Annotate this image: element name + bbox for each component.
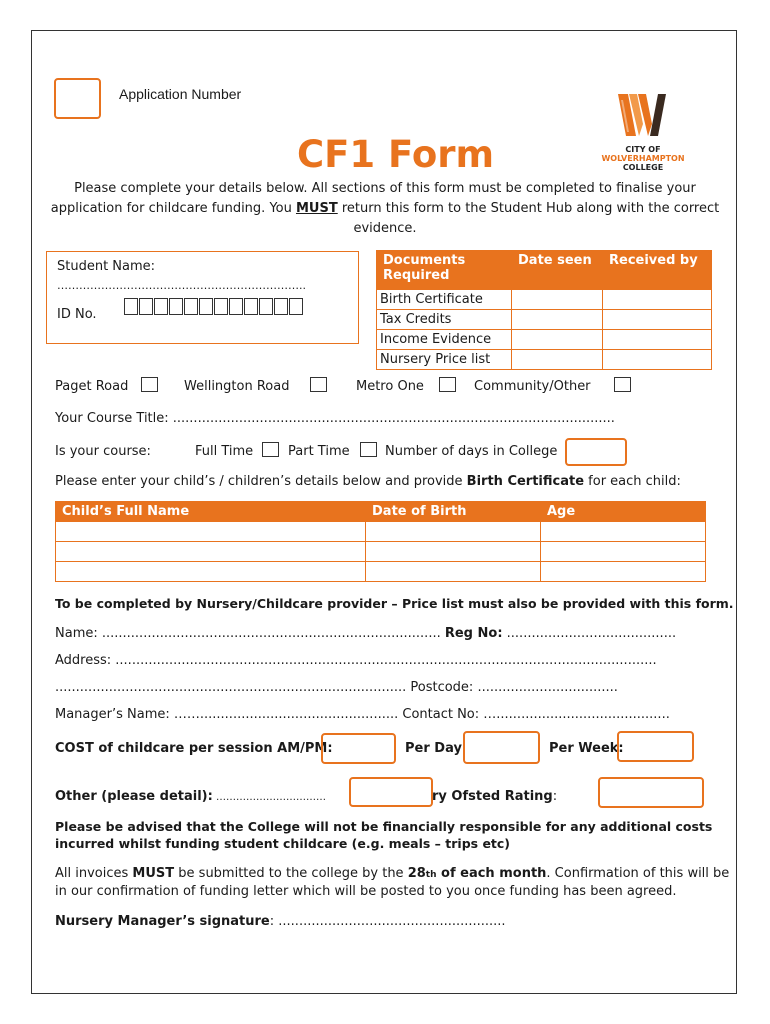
document-date-seen-cell[interactable] [512,330,603,350]
id-digit-box[interactable] [139,298,153,315]
documents-header-date: Date seen [512,251,603,290]
id-digit-box[interactable] [289,298,303,315]
notice-line-2: incurred whilst funding student childcare (e.g. meals – trips etc) [55,836,511,851]
document-row [377,350,712,370]
child-dob-cell[interactable] [366,562,541,582]
per-week-field[interactable] [617,731,694,762]
documents-header-received: Received by [603,251,712,290]
part-time-checkbox[interactable] [360,442,377,457]
provider-name-field[interactable]: Name: .................................................................................. [55,626,441,641]
other-field[interactable]: …………………………… [212,792,326,803]
child-row [56,542,706,562]
child-age-cell[interactable] [541,542,706,562]
notice-line-1: Please be advised that the College will not be financially responsible for any additional costs [55,819,713,834]
campus-paget-road: Paget Road [55,379,129,394]
document-date-seen-cell[interactable] [512,290,603,310]
ofsted-colon: : [552,789,558,804]
id-digit-box[interactable] [244,298,258,315]
campus-metro-one: Metro One [356,379,424,394]
reg-no-field[interactable]: ......................................... [502,626,677,641]
children-instruction-pre: Please enter your child’s / children’s details below and provide [55,474,467,489]
invoice-line-1 [55,866,729,881]
document-name: Income Evidence [377,330,512,350]
logo-text-1: CITY OF [625,145,661,154]
campus-wellington-road-checkbox[interactable] [310,377,327,392]
days-in-college-label: Number of days in College [385,444,558,459]
children-instruction-bold: Birth Certificate [466,474,585,489]
children-header-name: Child’s Full Name [56,502,366,522]
document-received-by-cell[interactable] [603,330,712,350]
invoice-date-day: 28 [407,866,426,881]
per-day-field[interactable] [463,731,540,764]
full-time-label: Full Time [195,444,254,459]
id-digit-box[interactable] [199,298,213,315]
document-received-by-cell[interactable] [603,310,712,330]
other-line[interactable] [55,789,326,804]
student-name-label: Student Name: [57,259,156,274]
full-time-checkbox[interactable] [262,442,279,457]
ofsted-text: ry Ofsted Rating [432,789,553,804]
children-instruction [55,474,681,489]
per-day-colon: : [461,741,467,756]
campus-wellington-road: Wellington Road [184,379,290,394]
documents-header-row [377,251,712,290]
campus-metro-one-checkbox[interactable] [439,377,456,392]
provider-address-line[interactable]: Address: ................................................................................................................................... [55,653,657,668]
children-table [55,501,706,582]
invoice-date-post: of each month [436,866,547,881]
id-digit-box[interactable] [229,298,243,315]
logo-text-2: WOLVERHAMPTON [601,154,685,163]
child-row [56,562,706,582]
id-digit-box[interactable] [274,298,288,315]
id-digit-box[interactable] [124,298,138,315]
signature-label: Nursery Manager’s signature [55,914,270,929]
id-digit-box[interactable] [154,298,168,315]
provider-heading: To be completed by Nursery/Childcare provider – Price list must also be provided with this form. [55,596,734,611]
provider-manager-line[interactable]: Manager’s Name: ……................................................ Contact No: ….......................................... [55,707,670,722]
invoice-pre: All invoices [55,866,133,881]
other-amount-field[interactable] [349,777,433,807]
id-digit-box[interactable] [184,298,198,315]
document-received-by-cell[interactable] [603,350,712,370]
document-name: Birth Certificate [377,290,512,310]
ofsted-rating-label [432,789,557,804]
child-age-cell[interactable] [541,522,706,542]
course-type-label: Is your course: [55,444,151,459]
per-week-label: Per Week: [549,741,624,756]
signature-line[interactable] [55,914,506,929]
documents-table [376,250,712,370]
per-day-text: Per Day [405,741,462,756]
intro-line-1: Please complete your details below. All sections of this form must be completed to finalise your [74,181,696,196]
document-name: Tax Credits [377,310,512,330]
form-title: CF1 Form [297,133,495,176]
invoice-must: MUST [132,866,175,881]
document-received-by-cell[interactable] [603,290,712,310]
provider-name-line[interactable] [55,626,676,641]
per-day-label [405,741,466,756]
intro-line-3: evidence. [353,221,417,236]
intro-line-2-post: return this form to the Student Hub along with the correct [337,201,720,216]
child-dob-cell[interactable] [366,542,541,562]
document-row [377,290,712,310]
w-logo-icon [598,92,688,140]
invoice-mid: be submitted to the college by the [174,866,408,881]
child-name-cell[interactable] [56,542,366,562]
document-row [377,330,712,350]
campus-community-other: Community/Other [474,379,591,394]
id-digit-box[interactable] [214,298,228,315]
children-header-row [56,502,706,522]
other-label: Other (please detail): [55,789,213,804]
id-digit-box[interactable] [259,298,273,315]
application-number-label: Application Number [119,86,242,102]
invoice-post: . Confirmation of this will be [546,866,730,881]
documents-header-docs: Documents Required [377,251,512,290]
intro-line-2 [40,199,730,219]
child-name-cell[interactable] [56,562,366,582]
child-row [56,522,706,542]
document-date-seen-cell[interactable] [512,350,603,370]
campus-paget-road-checkbox[interactable] [141,377,158,392]
intro-must: MUST [295,201,338,216]
children-instruction-post: for each child: [584,474,681,489]
student-name-field[interactable]: ………………………………………………………….. [57,279,306,292]
signature-field[interactable]: : ....................................................... [269,914,506,929]
children-header-dob: Date of Birth [366,502,541,522]
provider-address-line-2[interactable]: ..................................................................................... Postcode: .................................. [55,680,618,695]
application-number-box[interactable] [54,78,101,119]
ofsted-rating-field[interactable] [598,777,704,808]
children-header-age: Age [541,502,706,522]
id-label: ID No. [57,307,97,322]
child-age-cell[interactable] [541,562,706,582]
invoice-line-2: in our confirmation of funding letter which will be posted to you once funding has been agreed. [55,884,677,899]
id-number-boxes[interactable] [124,298,304,315]
intro-text [40,179,730,239]
campus-community-other-checkbox[interactable] [614,377,631,392]
child-dob-cell[interactable] [366,522,541,542]
document-date-seen-cell[interactable] [512,310,603,330]
cost-session-field[interactable] [321,733,396,764]
reg-no-label: Reg No: [444,626,503,641]
part-time-label: Part Time [288,444,350,459]
college-logo [598,92,688,172]
cost-label: COST of childcare per session AM/PM: [55,741,333,756]
document-row [377,310,712,330]
days-in-college-field[interactable] [565,438,627,466]
logo-text-3: COLLEGE [622,163,664,172]
invoice-date-suffix: th [425,870,437,880]
id-digit-box[interactable] [169,298,183,315]
intro-line-2-pre: application for childcare funding. You [50,201,296,216]
course-title-line[interactable]: Your Course Title: ........................................................................................................... [55,411,615,426]
child-name-cell[interactable] [56,522,366,542]
document-name: Nursery Price list [377,350,512,370]
